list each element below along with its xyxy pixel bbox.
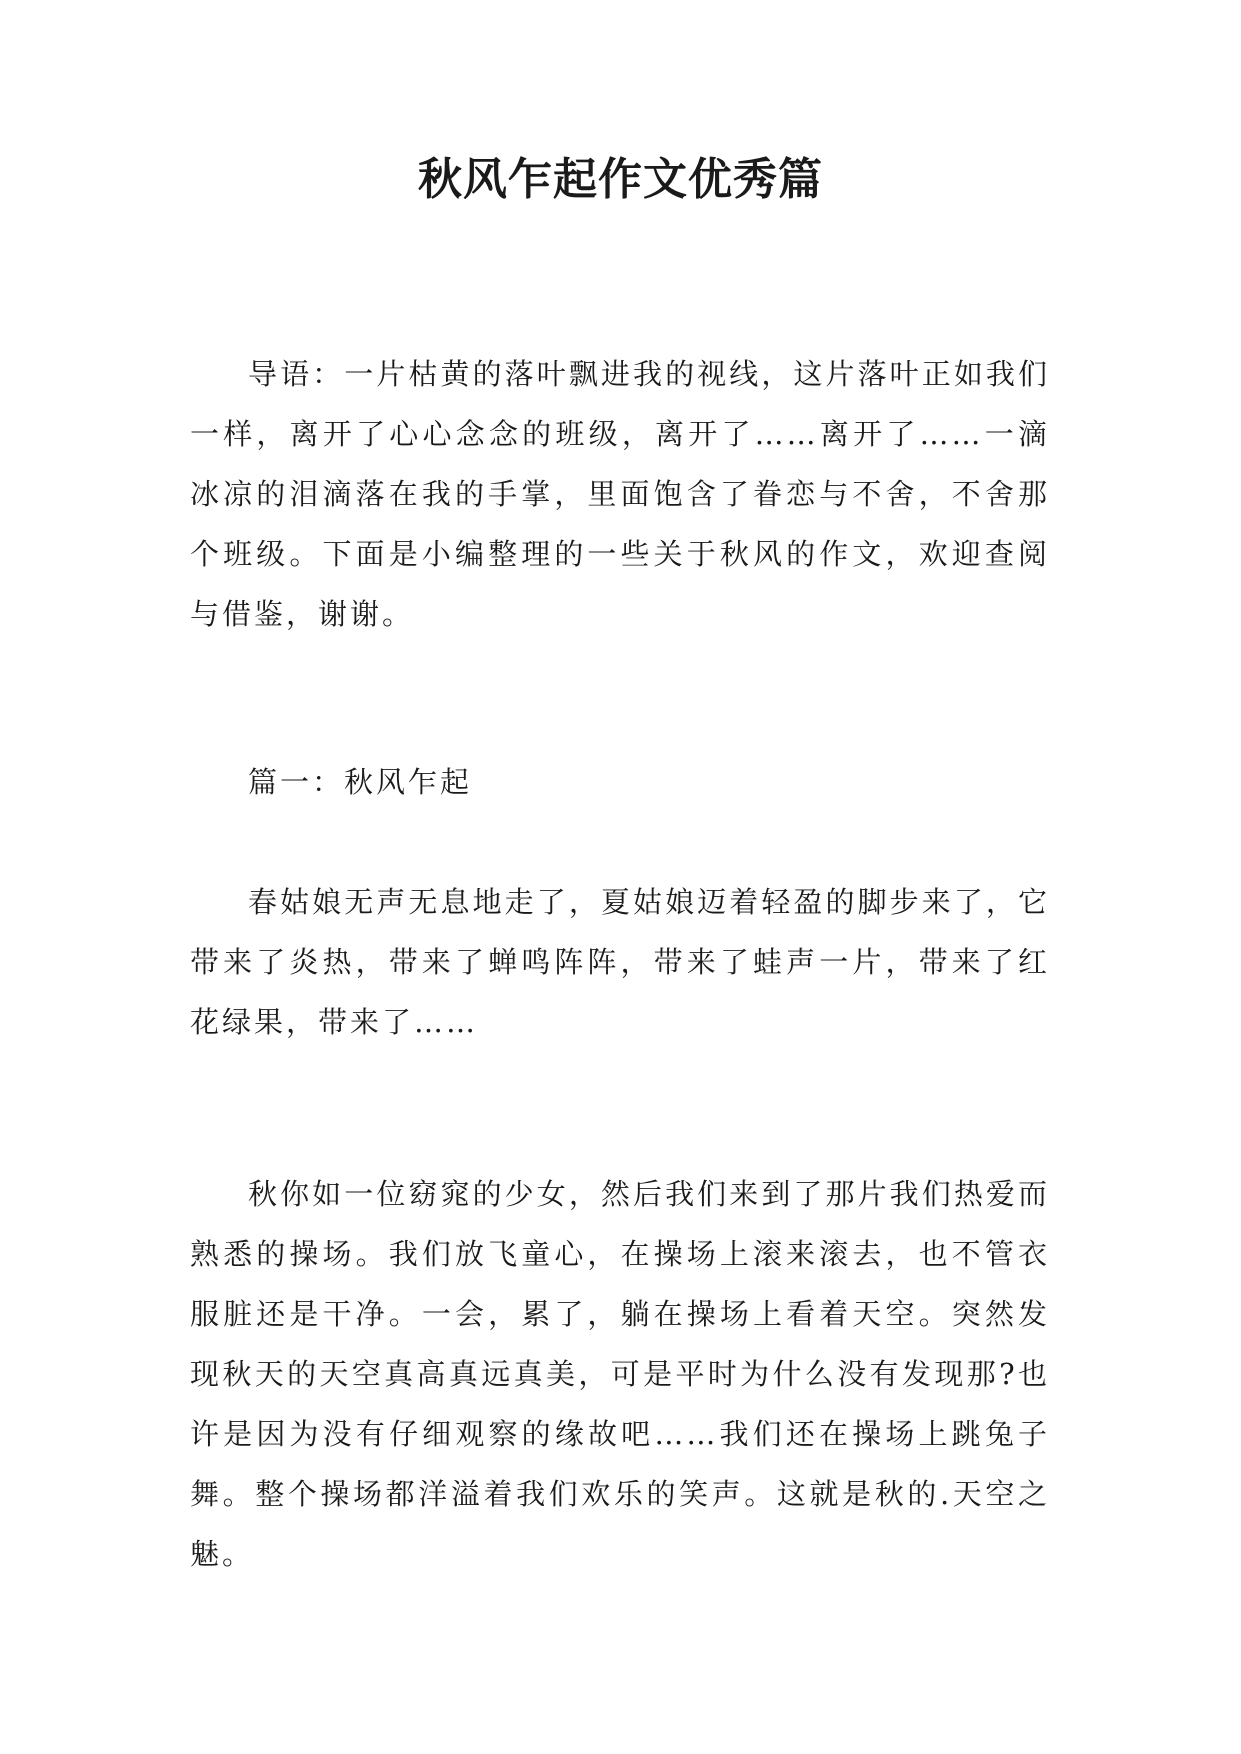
body-paragraph: 秋你如一位窈窕的少女，然后我们来到了那片我们热爱而熟悉的操场。我们放飞童心，在操场上滚来滚去，也不管衣服脏还是干净。一会，累了，躺在操场上看着天空。突然发现秋天的天空真高真远真美，可是平时为什么没有发现那?也许是因为没有仔细观察的缘故吧……我们还在操场上跳兔子舞。整个操场都洋溢着我们欢乐的笑声。这就是秋的.天空之魅。 <box>190 1177 1050 1571</box>
section-heading: 篇一：秋风乍起 <box>248 765 473 799</box>
body-paragraph: 春姑娘无声无息地走了，夏姑娘迈着轻盈的脚步来了，它带来了炎热，带来了蝉鸣阵阵，带来了蛙声一片，带来了红花绿果，带来了…… <box>190 885 1050 1039</box>
document-title: 秋风乍起作文优秀篇 <box>418 154 823 205</box>
intro-paragraph: 导语：一片枯黄的落叶飘进我的视线，这片落叶正如我们一样，离开了心心念念的班级，离开了……离开了……一滴冰凉的泪滴落在我的手掌，里面饱含了眷恋与不舍，不舍那个班级。下面是小编整理的一些关于秋风的作文，欢迎查阅与借鉴，谢谢。 <box>190 357 1050 631</box>
